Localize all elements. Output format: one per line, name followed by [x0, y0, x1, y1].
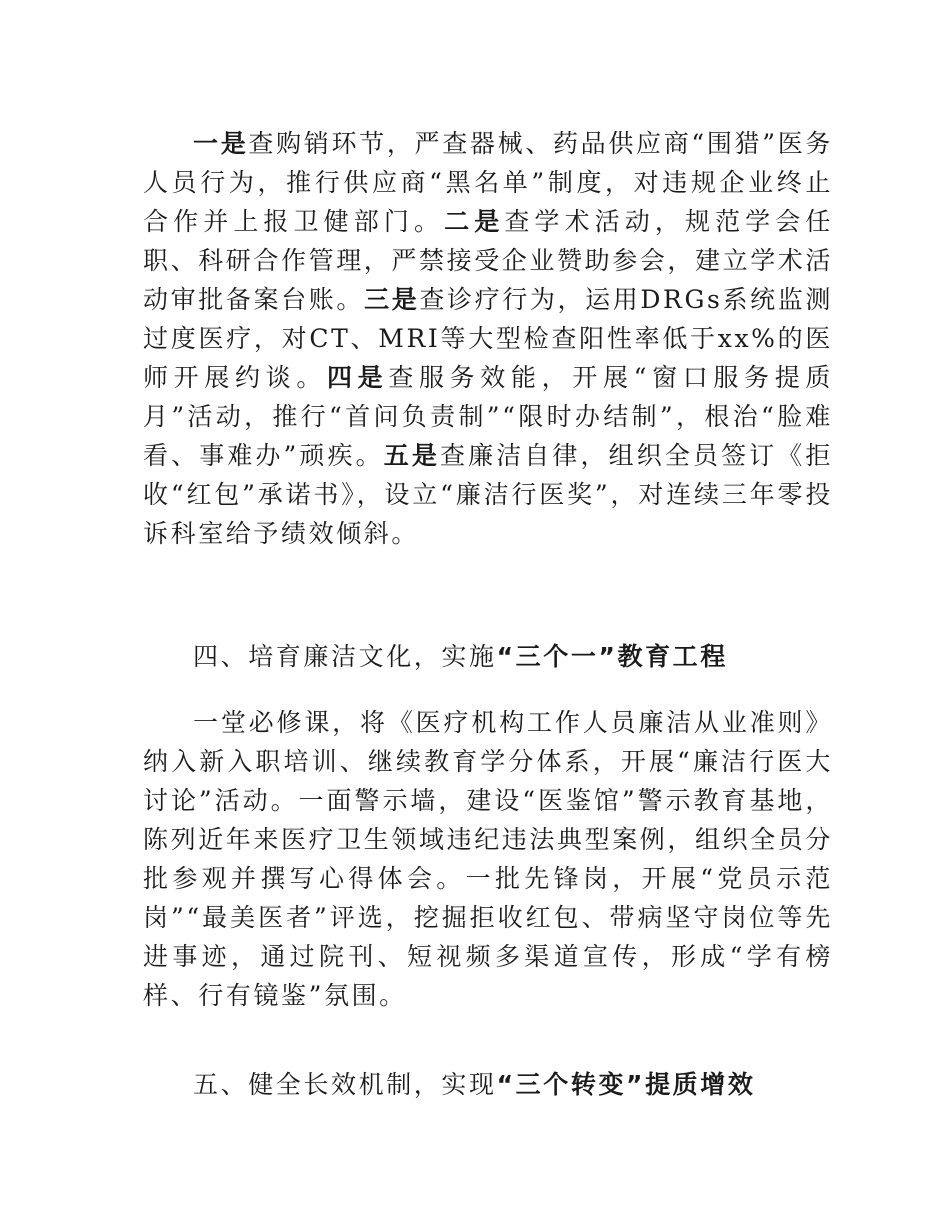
keyword-first: 一是 [193, 129, 249, 158]
keyword-fourth: 四是 [326, 363, 389, 392]
keyword-second: 二是 [444, 207, 505, 236]
heading-four-prefix: 四、培育廉洁文化，实施 [193, 642, 497, 671]
paragraph-inspection-measures [143, 124, 833, 553]
paragraph-education-program [143, 703, 833, 1015]
text-second: 查学术活动，规范学会任职、科研合作管理，严禁接受企业赞助参会，建立学术活动审批备案台账。 [143, 207, 834, 314]
section-heading-five [143, 1065, 833, 1104]
education-text: 一堂必修课，将《医疗机构工作人员廉洁从业准则》纳入新入职培训、继续教育学分体系，开展“廉洁行医大讨论”活动。一面警示墙，建设“医鉴馆”警示教育基地，陈列近年来医疗卫生领域违纪违法典型案例，组织全员分批参观并撰写心得体会。一批先锋岗，开展“党员示范岗”“最美医者”评选，挖掘拒收红包、带病坚守岗位等先进事迹，通过院刊、短视频多渠道宣传，形成“学有榜样、行有镜鉴”氛围。 [143, 708, 834, 1010]
keyword-fifth: 五是 [383, 441, 440, 470]
keyword-third: 三是 [364, 285, 420, 314]
text-first: 查购销环节，严查器械、药品供应商“围猎”医务人员行为，推行供应商“黑名单”制度，对违规企业终止合作并上报卫健部门。 [143, 129, 834, 236]
text-fifth: 查廉洁自律，组织全员签订《拒收“红包”承诺书》，设立“廉洁行医奖”，对连续三年零投诉科室给予绩效倾斜。 [143, 441, 833, 548]
text-fourth: 查服务效能，开展“窗口服务提质月”活动，推行“首问负责制”“限时办结制”，根治“脸难看、事难办”顽疾。 [143, 363, 833, 470]
text-third: 查诊疗行为，运用DRGs系统监测过度医疗，对CT、MRI等大型检查阳性率低于xx%的医师开展约谈。 [143, 285, 833, 392]
heading-four-emphasis: “三个一”教育工程 [496, 642, 728, 671]
section-heading-four [143, 637, 833, 676]
heading-five-prefix: 五、健全长效机制，实现 [193, 1070, 497, 1099]
heading-five-emphasis: “三个转变”提质增效 [496, 1070, 756, 1099]
